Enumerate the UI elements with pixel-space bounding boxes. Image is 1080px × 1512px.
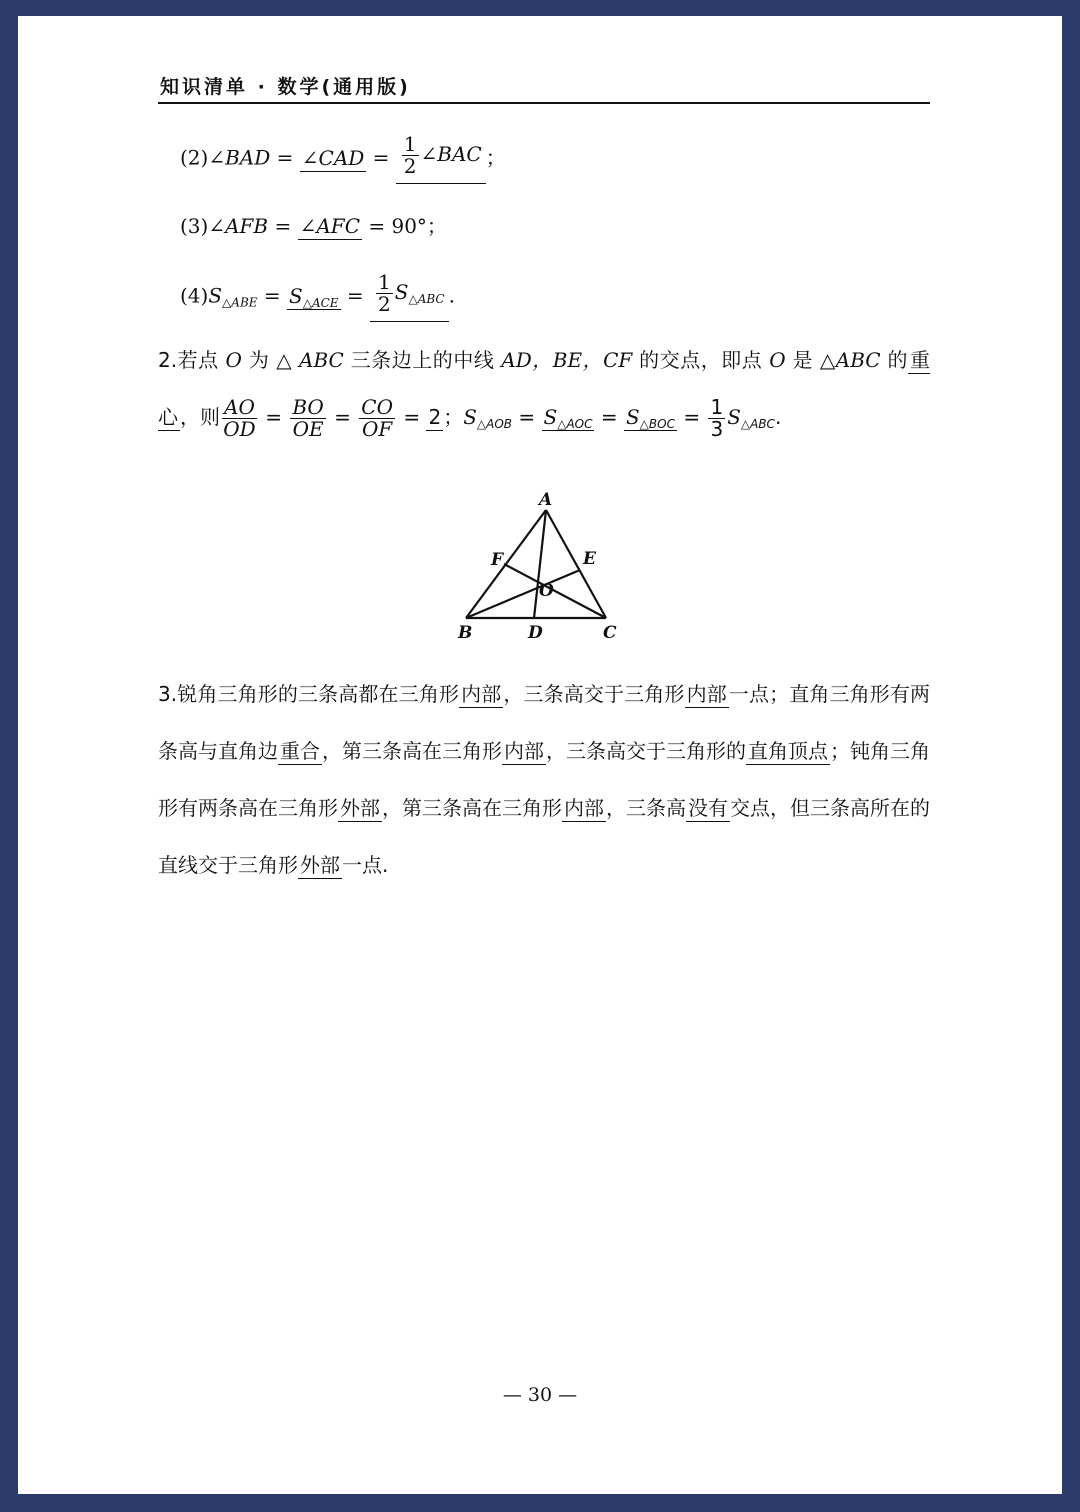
fraction: $\frac{1}{2}$ [378,270,391,316]
fraction: $\frac{CO}{OF}$ [361,395,393,441]
fraction: $\frac{1}{2}$ [403,132,417,178]
label-o: O [539,581,554,601]
answer-blank: 直角顶点 [748,739,828,763]
answer-blank: $\frac{1}{2}$ $S_{\triangle ABC}$ [370,272,449,322]
item-4: $(4)S_{\triangle ABE} = S_{\triangle ACE}$ = $\frac{1}{2}$ $S_{\triangle ABC}$ . [180,272,455,322]
label-e: E [583,549,596,569]
paragraph-3: 3.锐角三角形的三条高都在三角形 内部 ，三条高交于三角形 内部 一点；直角三角形有两条高与直角边 重合 ，第三条高在三角形 内部 ，三条高交于三角形的 直角顶点 ；钝角三角形有两条高在三角形 外部 ，第三条高在三角形 内部 ，三条高 没有 交点，但三条高所在的直线交于三角形 外部 一点. [158,682,931,877]
answer-blank: 外部 [300,853,340,877]
answer-blank: ∠AFC [299,214,360,238]
item-3: (3)∠AFB = ∠AFC = 90°； [180,214,447,238]
answer-blank: ∠CAD [301,145,365,170]
header-title: 知识清单 · 数学(通用版) [160,76,411,98]
label-a: A [539,490,553,510]
answer-blank: $S_{\triangle AOC}$ [543,405,593,431]
item-2: (2)∠BAD = ∠CAD = $\frac{1}{2}$ ∠BAC ； [180,134,506,184]
document-page [18,16,1062,1494]
label-c: C [603,623,617,640]
fraction: $\frac{AO}{OD}$ [223,395,256,441]
answer-blank: 重合 [280,739,320,763]
answer-blank: 内部 [461,682,502,706]
header-rule [158,102,930,104]
answer-blank: 内部 [686,682,727,706]
label-f: F [491,550,504,570]
answer-blank: 2 [428,405,442,429]
answer-blank: 没有 [688,796,728,820]
label-b: B [458,623,473,640]
answer-blank: 重心 [158,348,931,429]
triangle-centroid-figure [456,490,626,640]
answer-blank: 内部 [504,739,544,763]
page-number: — 30 — [502,1384,578,1406]
paragraph-2: 2.若点 O 为 △ ABC 三条边上的中线 AD，BE，CF 的交点，即点 O 是 △ABC 的 重心 ，则 $\frac{AO}{OD}$ = $\frac{BO}{OE}$ = $\frac{CO}{OF}$ = 2 ；$S_{\triangle AOB} = S_{\triangle AOC} = S_{\triangle BOC}$ = $\frac{1}{3}$ $S_{\triangle ABC}$. [158,348,931,441]
fraction: $\frac{BO}{OE}$ [292,395,324,441]
fraction: $\frac{1}{3}$ [710,395,724,441]
median-ad [534,510,546,618]
answer-blank: $S_{\triangle BOC}$ [625,405,675,431]
answer-blank: $S_{\triangle ACE}$ [289,283,339,310]
answer-blank: 外部 [340,796,380,820]
answer-blank: 内部 [564,796,604,820]
answer-blank: $\frac{1}{2}$ ∠BAC [396,134,486,184]
label-d: D [528,623,543,640]
